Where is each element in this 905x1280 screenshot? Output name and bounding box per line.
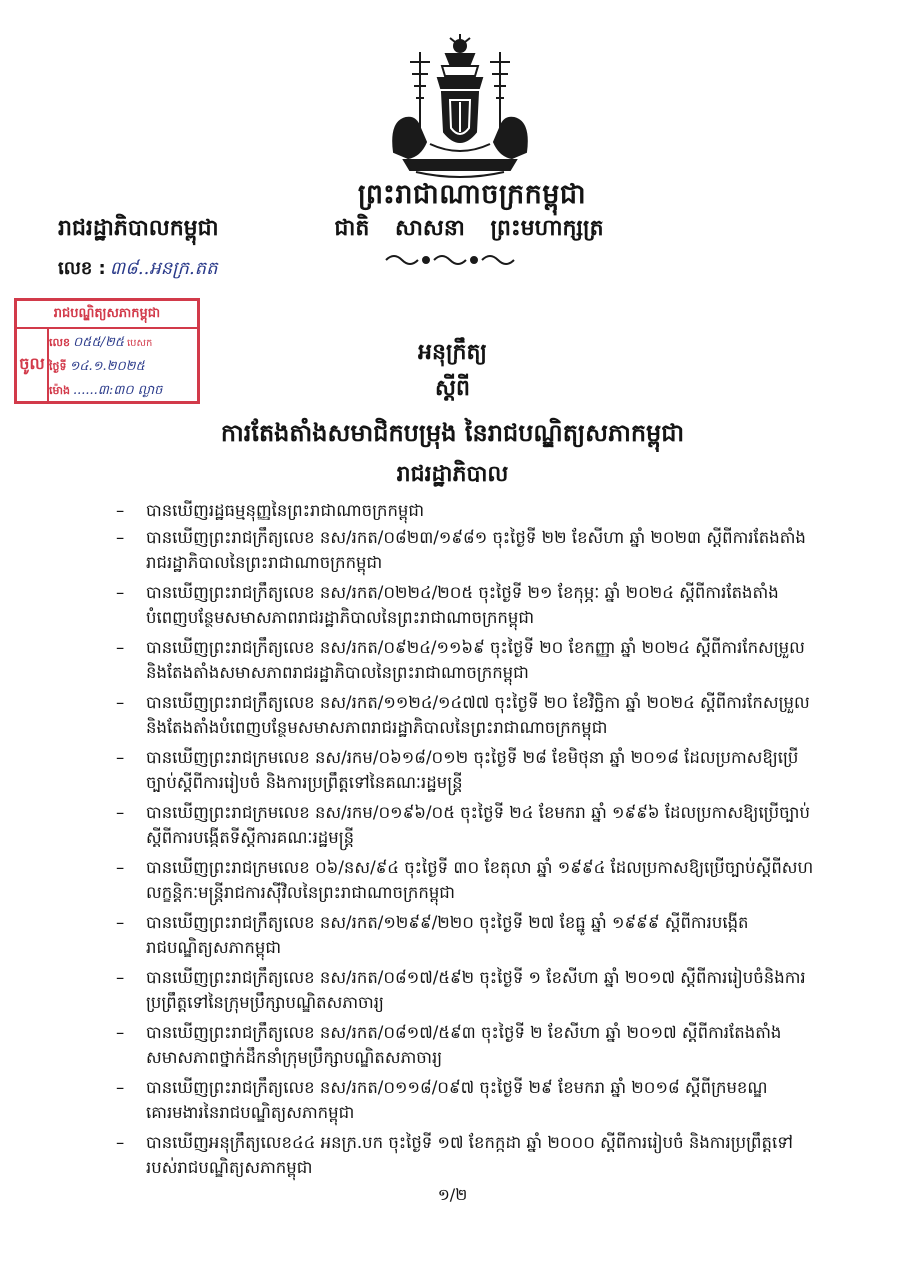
reference-label: លេខ : (58, 258, 106, 279)
document-type: អនុក្រឹត្យ (418, 340, 487, 365)
stamp-row-suffix: បេសក (127, 338, 153, 349)
page-number: ១/២ (437, 1185, 468, 1204)
stamp-row-value: ១៤.១.២០២៥ (69, 359, 145, 374)
government-name: រាជរដ្ឋាភិបាលកម្ពុជា (58, 216, 219, 241)
list-item: – បានឃើញព្រះរាជក្រឹត្យលេខ នស/រកត/០២២៤/២០៥ ចុះថ្ងៃទី ២១ ខែកុម្ភៈ ឆ្នាំ ២០២៤ ស្ដីពីការតែងតាំងបំពេញបន្ថែមសមាសភាពរាជរដ្ឋាភិបាលនៃព្រះរាជាណាចក្រកម្ពុជា (116, 580, 816, 630)
ornament-divider-icon (380, 248, 520, 270)
reference-number (58, 256, 218, 283)
considerations-list (116, 497, 816, 1185)
list-item: – បានឃើញព្រះរាជក្រឹត្យលេខ នស/រកត/០៨២៣/១៩៨១ ចុះថ្ងៃទី ២២ ខែសីហា ឆ្នាំ ២០២៣ ស្ដីពីការតែងតាំងរាជរដ្ឋាភិបាលនៃព្រះរាជាណាចក្រកម្ពុជា (116, 525, 816, 575)
document-about: ស្ដីពី (435, 376, 470, 401)
list-item: – បានឃើញព្រះរាជក្រឹត្យលេខ នស/រកត/១១២៤/១៤៧៧ ចុះថ្ងៃទី ២០ ខែវិច្ឆិកា ឆ្នាំ ២០២៤ ស្ដីពីការកែសម្រួល និងតែងតាំងបំពេញបន្ថែមសមាសភាពរាជរដ្ឋាភិបាលនៃព្រះរាជាណាចក្រកម្ពុជា (116, 690, 816, 740)
reference-value: ៣៨..អនក្រ.តត (109, 258, 218, 279)
list-item: – បានឃើញព្រះរាជក្រឹត្យលេខ នស/រកត/១២៩៩/២២០ ចុះថ្ងៃទី ២៧ ខែធ្នូ ឆ្នាំ ១៩៩៩ ស្ដីពីការបង្កើតរាជបណ្ឌិត្យសភាកម្ពុជា (116, 910, 816, 960)
list-item: – បានឃើញព្រះរាជក្រឹត្យលេខ នស/រកត/០៨១៧/៥៩២ ចុះថ្ងៃទី ១ ខែសីហា ឆ្នាំ ២០១៧ ស្ដីពីការរៀបចំនិងការប្រព្រឹត្តទៅនៃក្រុមប្រឹក្សាបណ្ឌិតសភាចារ្យ (116, 965, 816, 1015)
document-subject: ការតែងតាំងសមាជិកបម្រុង នៃរាជបណ្ឌិត្យសភាកម្ពុជា (220, 419, 685, 447)
stamp-row-value: ......៣:៣០ ល្ងាច (72, 383, 163, 398)
document-issuer: រាជរដ្ឋាភិបាល (396, 462, 509, 487)
list-item: – បានឃើញរដ្ឋធម្មនុញ្ញនៃព្រះរាជាណាចក្រកម្ពុជា (116, 497, 816, 524)
national-motto: ជាតិ សាសនា ព្រះមហាក្សត្រ (334, 216, 604, 241)
stamp-title: រាជបណ្ឌិត្យសភាកម្ពុជា (17, 301, 197, 329)
stamp-side-label: ចូល (17, 329, 49, 401)
list-item: – បានឃើញព្រះរាជក្រមលេខ ០៦/នស/៩៤ ចុះថ្ងៃទី ៣០ ខែតុលា ឆ្នាំ ១៩៩៤ ដែលប្រកាសឱ្យប្រើច្បាប់ស្ដីពីសហលក្ខន្តិកៈមន្ត្រីរាជការស៊ីវិលនៃព្រះរាជាណាចក្រកម្ពុជា (116, 855, 816, 905)
list-item: – បានឃើញព្រះរាជក្រឹត្យលេខ នស/រកត/០៩២៤/១១៦៩ ចុះថ្ងៃទី ២០ ខែកញ្ញា ឆ្នាំ ២០២៤ ស្ដីពីការកែសម្រួល និងតែងតាំងសមាសភាពរាជរដ្ឋាភិបាលនៃព្រះរាជាណាចក្រកម្ពុជា (116, 635, 816, 685)
list-item: – បានឃើញអនុក្រឹត្យលេខ៤៤ អនក្រ.បក ចុះថ្ងៃទី ១៧ ខែកក្កដា ឆ្នាំ ២០០០ ស្ដីពីការរៀបចំ និងការប្រព្រឹត្តទៅរបស់រាជបណ្ឌិត្យសភាកម្ពុជា (116, 1130, 816, 1180)
royal-emblem-icon (380, 32, 540, 182)
list-item: – បានឃើញព្រះរាជក្រឹត្យលេខ នស/រកត/០៨១៧/៥៩៣ ចុះថ្ងៃទី ២ ខែសីហា ឆ្នាំ ២០១៧ ស្ដីពីការតែងតាំងសមាសភាពថ្នាក់ដឹកនាំក្រុមប្រឹក្សាបណ្ឌិតសភាចារ្យ (116, 1020, 816, 1070)
stamp-row-label: លេខ (49, 336, 70, 349)
stamp-row-label: ម៉ោង (49, 384, 70, 397)
list-item: – បានឃើញព្រះរាជក្រមលេខ នស/រកម/០១៩៦/០៥ ចុះថ្ងៃទី ២៤ ខែមករា ឆ្នាំ ១៩៩៦ ដែលប្រកាសឱ្យប្រើច្បាប់ស្ដីពីការបង្កើតទីស្ដីការគណៈរដ្ឋមន្ត្រី (116, 800, 816, 850)
stamp-row-value: ០៥៥/២៥ (72, 335, 124, 350)
kingdom-title: ព្រះរាជាណាចក្រកម្ពុជា (357, 179, 587, 210)
list-item: – បានឃើញព្រះរាជក្រឹត្យលេខ នស/រកត/០១១៨/០៩៧ ចុះថ្ងៃទី ២៩ ខែមករា ឆ្នាំ ២០១៨ ស្ដីពីក្រមខណ្ឌគោរមងារនៃរាជបណ្ឌិត្យសភាកម្ពុជា (116, 1075, 816, 1125)
list-item: – បានឃើញព្រះរាជក្រមលេខ នស/រកម/០៦១៨/០១២ ចុះថ្ងៃទី ២៨ ខែមិថុនា ឆ្នាំ ២០១៨ ដែលប្រកាសឱ្យប្រើច្បាប់ស្ដីពីការរៀបចំ និងការប្រព្រឹត្តទៅនៃគណៈរដ្ឋមន្ត្រី (116, 745, 816, 795)
stamp-row-label: ថ្ងៃទី (49, 360, 67, 373)
